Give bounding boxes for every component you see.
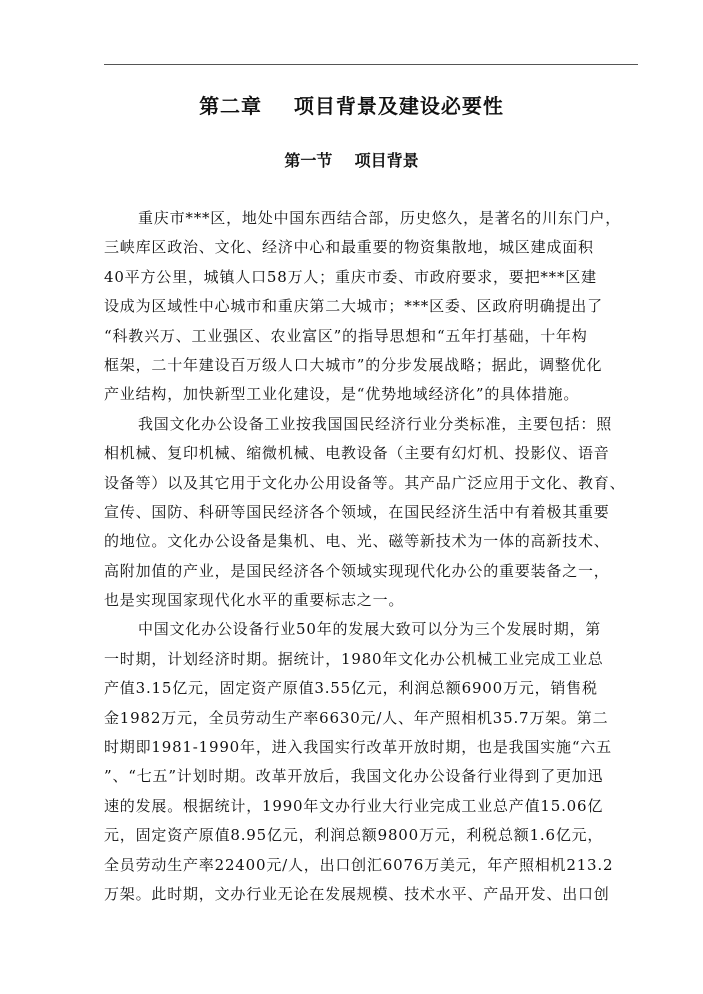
header-rule <box>104 64 638 65</box>
paragraph-3-line: 金1982万元，全员劳动生产率6630元/人、年产照相机35.7万架。第二 <box>104 708 609 727</box>
paragraph-2-line: 宣传、国防、科研等国民经济各个领域，在国民经济生活中有着极其重要 <box>104 502 610 521</box>
paragraph-3-line: 中国文化办公设备行业50年的发展大致可以分为三个发展时期，第 <box>138 620 602 639</box>
paragraph-3-line: 元，固定资产原值8.95亿元，利润总额9800万元，利税总额1.6亿元， <box>104 826 604 845</box>
paragraph-3-line: 速的发展。根据统计，1990年文办行业大行业完成工业总产值15.06亿 <box>104 796 604 815</box>
paragraph-2-line: 设备等）以及其它用于文化办公用设备等。其产品广泛应用于文化、教育、 <box>104 473 626 492</box>
chapter-title: 第二章 项目背景及建设必要性 <box>199 94 504 118</box>
paragraph-3-line: 全员劳动生产率22400元/人，出口创汇6076万美元，年产照相机213.2 <box>104 855 614 874</box>
section-title: 第一节 项目背景 <box>284 151 419 170</box>
paragraph-1-line: 设成为区域性中心城市和重庆第二大城市；***区委、区政府明确提出了 <box>104 297 603 316</box>
paragraph-3-line: 万架。此时期，文办行业无论在发展规模、技术水平、产品开发、出口创 <box>104 884 610 903</box>
paragraph-3-line: 时期即1981-1990年，进入我国实行改革开放时期，也是我国实施“六五 <box>104 738 612 757</box>
paragraph-3-line: ”、“七五”计划时期。改革开放后，我国文化办公设备行业得到了更加迅 <box>104 767 604 786</box>
paragraph-2-line: 高附加值的产业，是国民经济各个领域实现现代化办公的重要装备之一， <box>104 561 610 580</box>
paragraph-1-line: 框架，二十年建设百万级人口大城市”的分步发展战略；据此，调整优化 <box>104 355 603 374</box>
paragraph-1-line: 三峡库区政治、文化、经济中心和最重要的物资集散地，城区建成面积 <box>104 238 594 257</box>
paragraph-2-line: 的地位。文化办公设备是集机、电、光、磁等新技术为一体的高新技术、 <box>104 532 610 551</box>
paragraph-2-line: 我国文化办公设备工业按我国国民经济行业分类标准，主要包括：照 <box>138 414 613 433</box>
paragraph-2-line: 也是实现国家现代化水平的重要标志之一。 <box>104 591 405 610</box>
paragraph-1-line: 产业结构，加快新型工业化建设，是“优势地域经济化”的具体措施。 <box>104 385 580 404</box>
paragraph-1-line: 重庆市***区，地处中国东西结合部，历史悠久，是著名的川东门户， <box>138 209 622 227</box>
paragraph-3-line: 一时期，计划经济时期。据统计，1980年文化办公机械工业完成工业总 <box>104 649 604 668</box>
paragraph-1-line: “科教兴万、工业强区、农业富区”的指导思想和“五年打基础，十年构 <box>104 326 588 345</box>
paragraph-3-line: 产值3.15亿元，固定资产原值3.55亿元，利润总额6900万元，销售税 <box>104 679 598 698</box>
paragraph-1-line: 40平方公里，城镇人口58万人；重庆市委、市政府要求，要把***区建 <box>104 267 597 286</box>
body-text <box>104 204 664 909</box>
paragraph-2-line: 相机械、复印机械、缩微机械、电教设备（主要有幻灯机、投影仪、语音 <box>104 444 610 463</box>
